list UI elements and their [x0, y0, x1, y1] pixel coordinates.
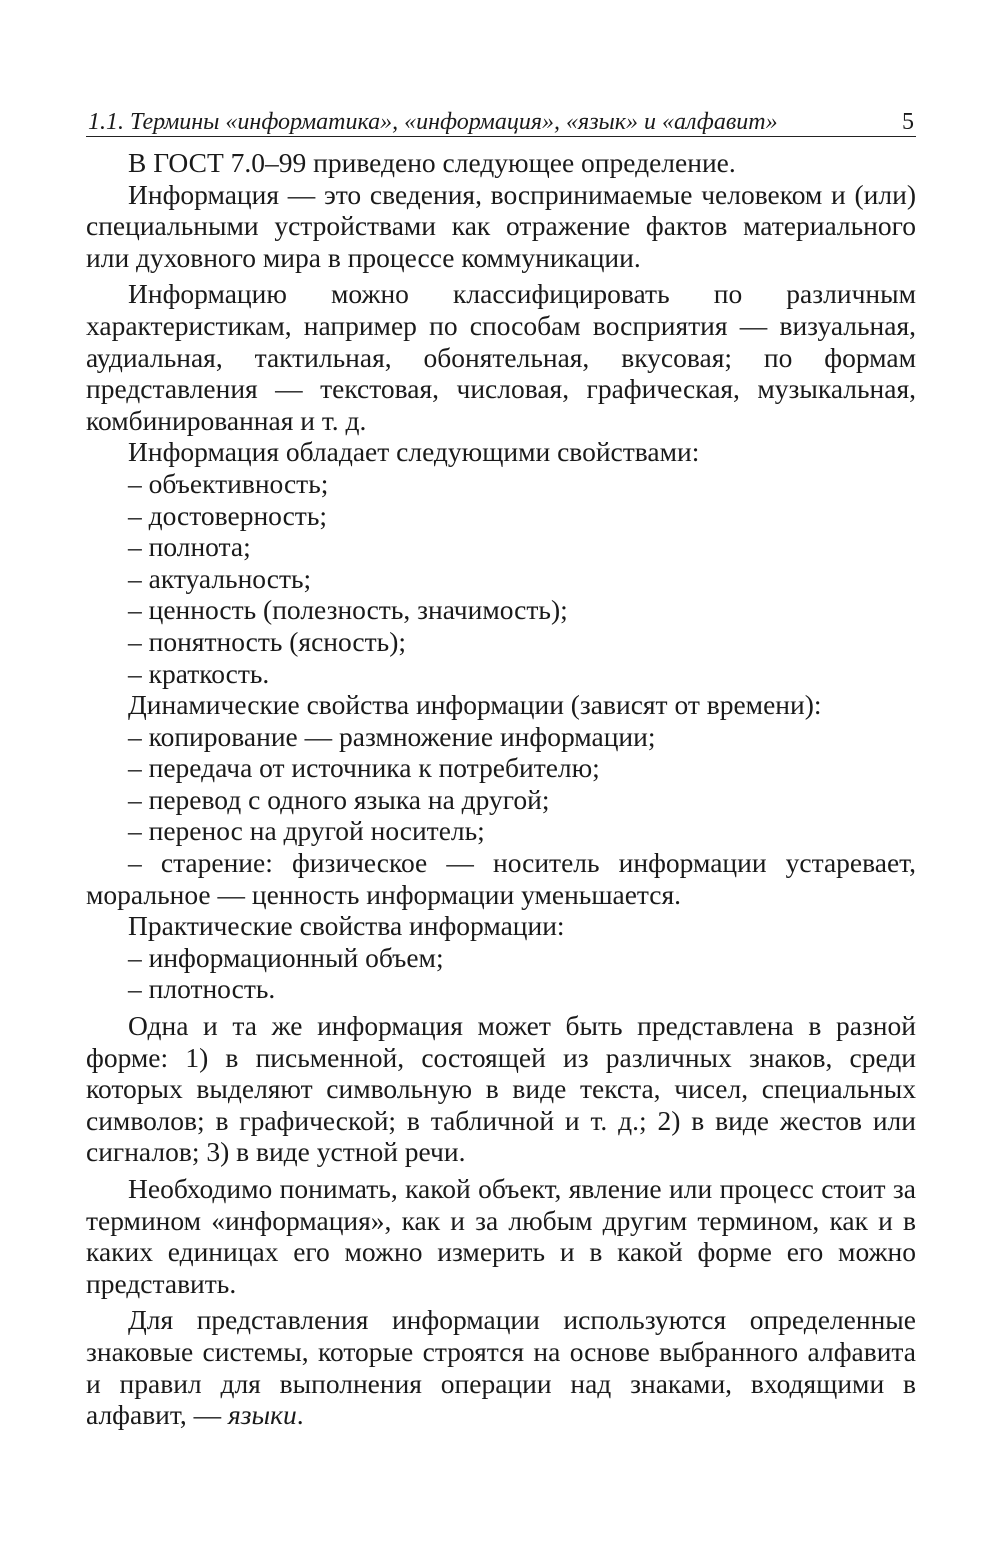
paragraph-dynamic-intro: Динамические свойства информации (зависят от времени):: [128, 689, 822, 721]
paragraph-languages-text: Для представления информации используются определенные знаковые системы, которые строятся на основе выбранного алфавита и правил для выполнения операции над знаками, входящими в алфавит, —: [86, 1304, 916, 1431]
list-item: – объективность;: [128, 467, 329, 499]
book-page: [86, 100, 916, 1431]
list-item: – полнота;: [128, 531, 251, 563]
list-item: – копирование — размножение информации;: [128, 720, 656, 752]
list-item: – передача от источника к потребителю;: [128, 752, 600, 784]
paragraph-definition: Информация — это сведения, воспринимаемые человеком и (или) специальными устройствами как отражение фактов материального или духовного мира в процессе коммуникации.: [86, 178, 916, 273]
section-title: 1.1. Термины «информатика», «информация», «язык» и «алфавит»: [88, 109, 778, 135]
term-languages: языки: [227, 1399, 297, 1431]
list-item: – перевод с одного языка на другой;: [128, 783, 550, 815]
paragraph-languages: [86, 1304, 916, 1430]
list-item: – ценность (полезность, значимость);: [128, 594, 568, 626]
paragraph-languages-end: .: [296, 1399, 304, 1431]
list-item: – понятность (ясность);: [128, 625, 406, 657]
paragraph-gost: В ГОСТ 7.0–99 приведено следующее определение.: [128, 147, 736, 178]
paragraph-understanding: Необходимо понимать, какой объект, явление или процесс стоит за термином «информация», как и за любым другим термином, как и в каких единицах его можно измерить и в какой форме его можно представить.: [86, 1173, 916, 1299]
list-item: – краткость.: [128, 657, 270, 689]
list-item: – информационный объем;: [128, 941, 444, 973]
list-item: – старение: физическое — носитель информации устаревает, моральное — ценность информации уменьшается.: [86, 847, 916, 910]
paragraph-practical-intro: Практические свойства информации:: [128, 910, 565, 942]
list-item: – актуальность;: [128, 562, 312, 594]
body-text: [86, 147, 916, 1431]
paragraph-classification: Информацию можно классифицировать по различным характеристикам, например по способам восприятия — визуальная, аудиальная, тактильная, обонятельная, вкусовая; по формам представления — текстовая, числовая, графическая, музыкальная, комбинированная и т. д.: [86, 278, 916, 436]
running-header: [86, 100, 916, 137]
paragraph-properties-intro: Информация обладает следующими свойствами:: [128, 436, 700, 468]
list-item: – достоверность;: [128, 499, 327, 531]
paragraph-forms: Одна и та же информация может быть представлена в разной форме: 1) в письменной, состоящей из различных знаков, среди которых выделяют символьную в виде текста, чисел, специальных символов; в графической; в табличной и т. д.; 2) в виде жестов или сигналов; 3) в виде устной речи.: [86, 1010, 916, 1168]
list-item: – перенос на другой носитель;: [128, 815, 485, 847]
page-number: 5: [902, 109, 914, 135]
list-item: – плотность.: [128, 973, 276, 1005]
